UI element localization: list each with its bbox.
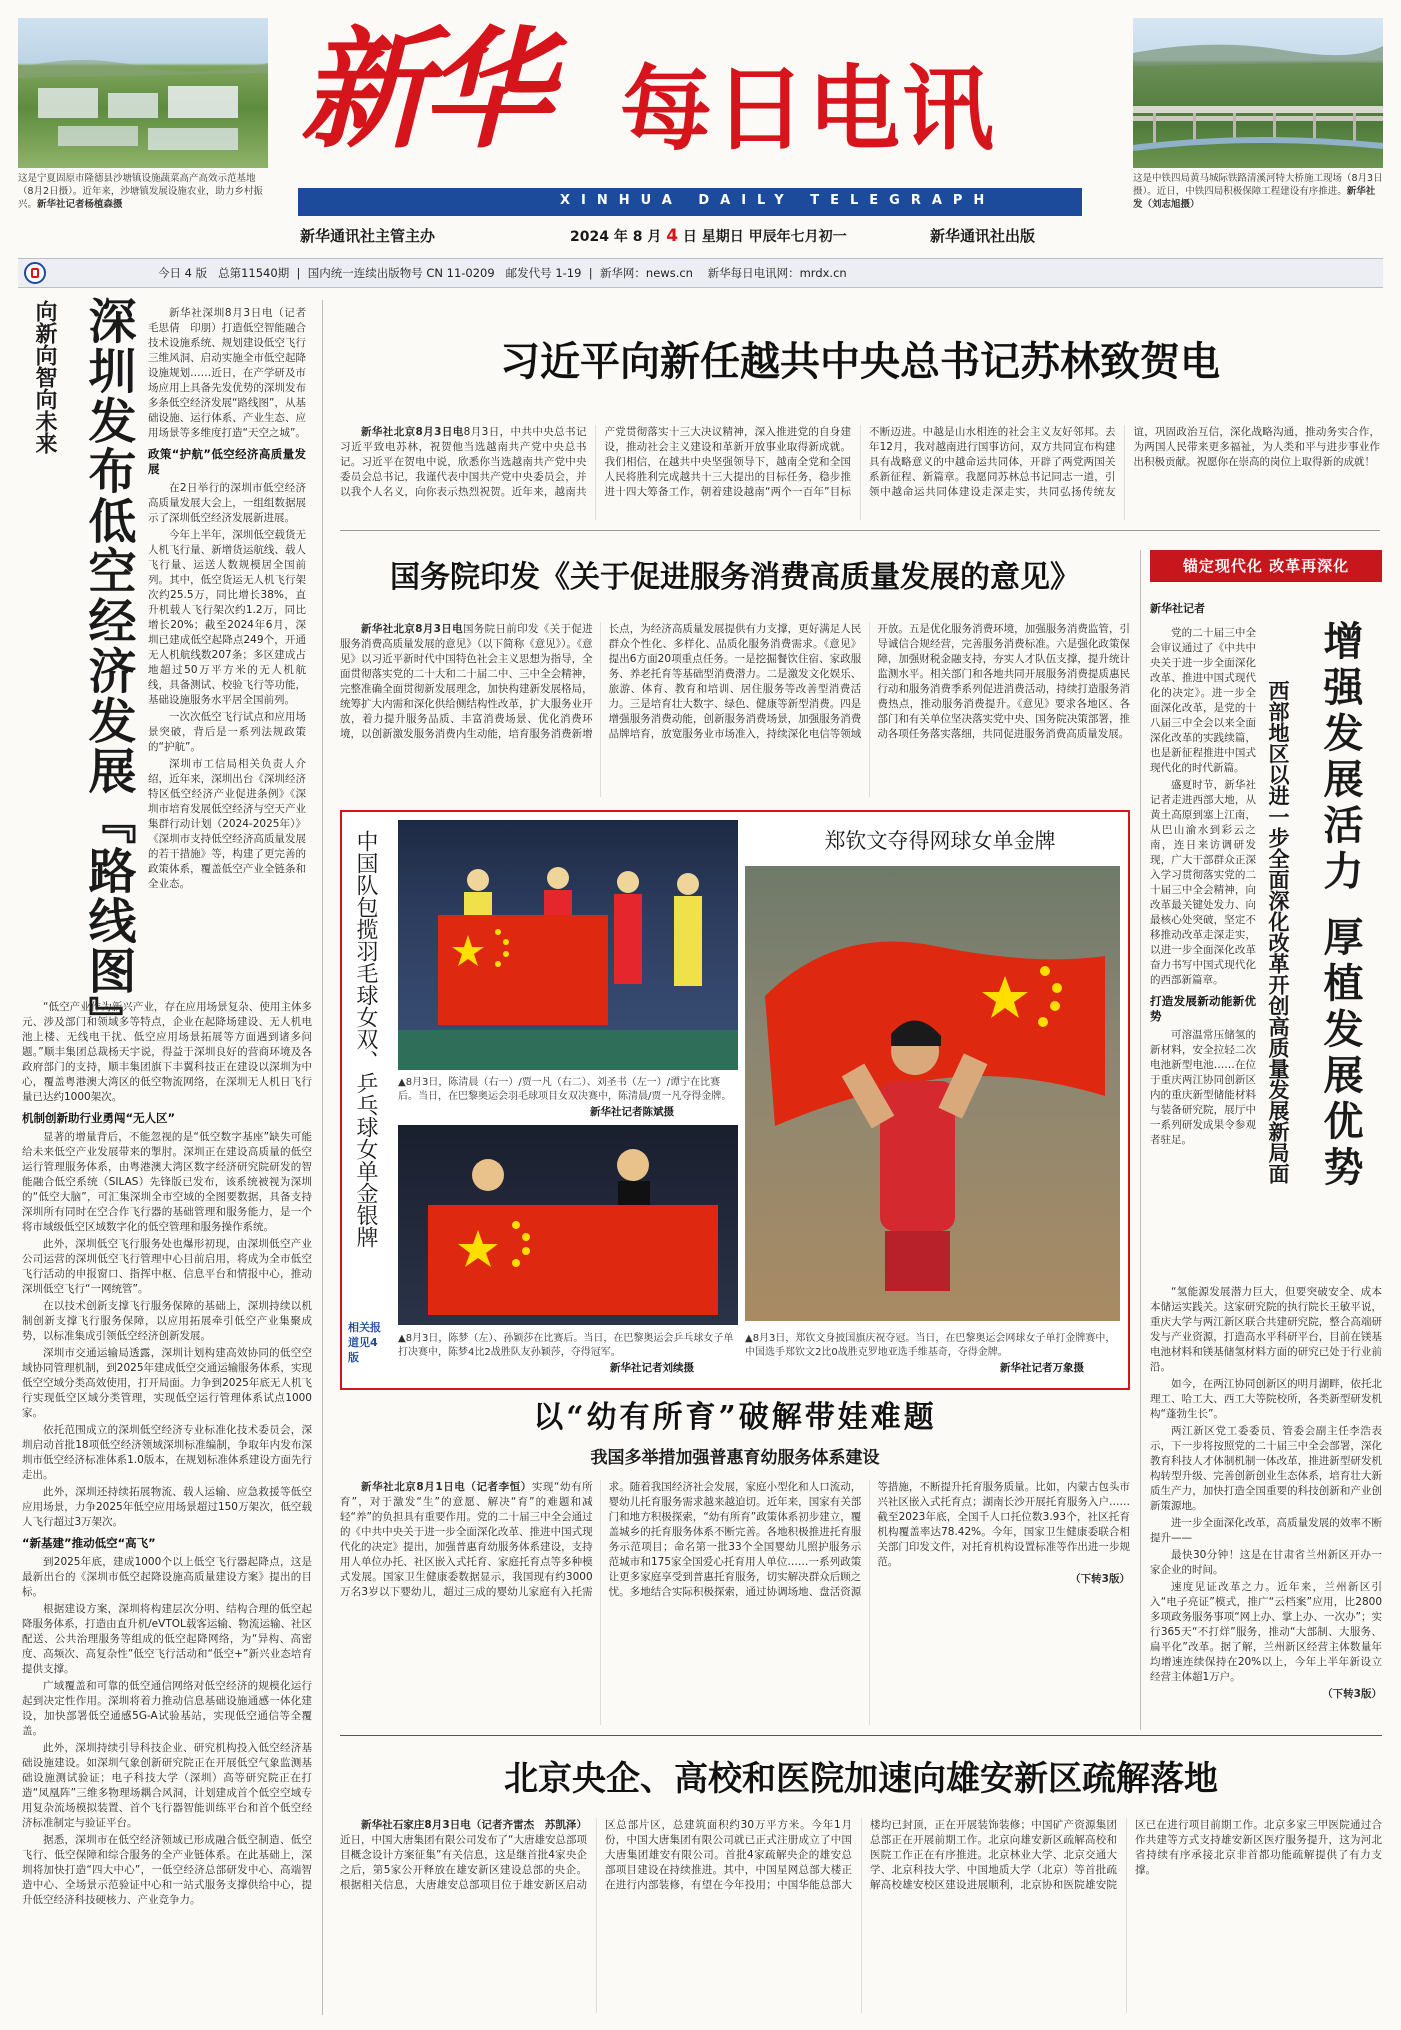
info-bar [18, 258, 1383, 288]
reform-byline: 新华社记者 [1150, 602, 1205, 615]
reform-body-upper: 党的二十届三中全会审议通过了《中共中央关于进一步全面深化改革、推进中国式现代化的决定》。进一步全面深化改革，是党的十八届三中全会以来全面深化改革的实践续篇，也是新征程推进中国式现代化的时代新篇。 盛夏时节，新华社记者走进西部大地，从黄土高原到塞上江南，从巴山渝水到彩云之南，连日来访调研发现，广大干部群众正深入学习贯彻落实党的二十届三中全会精神，向改革最关键处发力、向最核心处突破，坚定不移推动改革走深走实，以进一步全面深化改革奋力书写中国式现代化的西部新篇章。 打造发展新动能新优势 可溶温常压储氢的新材料，安全拉轻二次电池新型电池……在位于重庆两江协同创新区内的重庆新型储能材料与装备研究院，展厅中一系列研发成果令参观者驻足。 [1150, 627, 1256, 1146]
infobar-text: 今日 4 版 总第11540期 | 国内统一连续出版物号 CN 11-0209 邮发代号 1-19 | 新华网：news.cn 新华每日电讯网：mrdx.cn [158, 266, 847, 280]
childcare-body: 新华社北京8月1日电（记者李恒）实现“幼有所育”，对于激发“生”的意愿、解决“育”的难题和减轻“养”的负担具有重要作用。党的二十届三中全会通过的《中共中央关于进一步全面深化改革、推进中国式现代化的决定》提出，加强普惠育幼服务体系建设，支持用人单位办托、社区嵌入式托育、家庭托育点等多种模式发展。国家卫生健康委数据显示，我国现有约3000万名3岁以下婴幼儿，超过三成的婴幼儿家庭有入托需求。随着我国经济社会发展，家庭小型化和人口流动，婴幼儿托育服务需求越来越迫切。近年来，国家有关部门和地方积极探索，“幼有所育”政策体系初步建立，覆盖城乡的托育服务体系不断完善。各地积极推进托育服务示范项目；命名第一批33个全国婴幼儿照护服务示范城市和175家全国爱心托育用人单位……一系列政策让更多家庭享受到普惠托育服务，切实解决群众后顾之忧。多地结合实际积极探索，通过协调场地、盘活资源等措施，不断提升托育服务质量。比如，内蒙古包头市兴社区嵌入式托育点；湖南长沙开展托育服务入户……截至2023年底，全国千人口托位数3.93个，社区托育机构覆盖率达78.42%。今年，国家卫生健康委联合相关部门印发文件，对托育机构设置标准等作出进一步规范。 （下转3版） [340, 1481, 1130, 1598]
left-story-subhead-2: 机制创新助行业勇闯“无人区” [22, 1111, 176, 1125]
left-story-lead: 新华社深圳8月3日电（记者毛思倩 印朋）打造低空智能融合技术设施系统、规划建设低空飞行三维风洞、启动实施全市低空起降设施规划……近日，在产学研及市场应用上具备先发优势的深圳发布多条低空经济发展“路线图”，从基础设施、运行体系、产业生态、应用场景等多维度打造“天空之城”。 政策“护航”低空经济高质量发展 在2日举行的深圳市低空经济高质量发展大会上，一组组数据展示了深圳低空经济发展新进展。 今年上半年，深圳低空载货无人机飞行量、新增货运航线、载人飞行量、运送人数规模居全国前列。其中，低空货运无人机飞行架次约25.5万，同比增长38%，直升机载人飞行架次约1.2万，同比增长20%；截至2024年6月，深圳已建成低空起降点249个，开通无人机航线数207条；多区建成占地超过50万平方米的无人机航线，具备测试、校验飞行等功能，基础设施服务水平居全国前列。 一次次低空飞行试点和应用场景突破，背后是一系列法规政策的“护航”。 深圳市工信局相关负责人介绍，近年来，深圳出台《深圳经济特区低空经济产业促进条例》《深圳市培育发展低空经济与空天产业集群行动计划（2024-2025年）》《深圳市支持低空经济高质量发展的若干措施》等，构建了更完善的政策体系，覆盖低空产业全链条和全业态。 [148, 307, 306, 890]
date-day: 4 [666, 226, 679, 246]
reform-subhead: 打造发展新动能新优势 [1150, 994, 1256, 1023]
xiongan-rule [340, 1735, 1382, 1736]
table-tennis-photo [398, 1125, 738, 1325]
tennis-caption: ▲8月3日，郑钦文身披国旗庆祝夺冠。当日，在巴黎奥运会网球女子单打金牌赛中，中国选手郑钦文2比0战胜克罗地亚选手维基奇，夺得金牌。 [745, 1333, 1116, 1358]
left-column-divider [322, 300, 323, 2015]
farm-photo [18, 18, 268, 168]
childcare-subhead: 我国多举措加强普惠育幼服务体系建设 [590, 1448, 880, 1468]
reform-continue: （下转3版） [1322, 1688, 1382, 1700]
badminton-photo [398, 820, 738, 1070]
issue-date: 2024 年 8 月 4 日 星期日 甲辰年七月初一 [570, 226, 847, 246]
left-story-kicker: 向新向智向未来 [32, 300, 58, 454]
top-story-rule [340, 530, 1380, 531]
left-story-body: “低空产业作为新兴产业，存在应用场景复杂、使用主体多元、涉及部门和领域多等特点，企业在起降场建设、无人机电池上楼、无线电干扰、低空应用场景拓展等方面遇到诸多问题。”顺丰集团总裁杨天宇说，得益于深圳良好的营商环境及各政府部门的支持，顺丰集团旗下丰翼科技正在建设以深圳为中心，覆盖粤港澳大湾区的低空物流网络，在深圳无人机日飞行量已达约1000架次。 机制创新助行业勇闯“无人区” 显著的增量背后，不能忽视的是“低空数字基座”缺失可能给未来低空产业发展带来的掣肘。深圳正在建设高质量的低空运行管理服务体系，由粤港澳大湾区数字经济研究院研发的智能融合低空系统（SILAS）先锋版已发布，该系统被视为深圳的“低空大脑”，可汇集深圳全市空域的全图要数据，具备支持深圳所有同时在空合作飞行器的基础管理和服务能力，是一个将市域级低空区域数字化的低空管理和服务操作系统。 此外，深圳低空飞行服务处也爆形初现，由深圳低空产业公司运营的深圳低空飞行管理中心目前启用，将成为全市低空飞行活动的申报窗口、指挥中枢、信息平台和情报中心，推动深圳低空飞行“一网统管”。 在以技术创新支撑飞行服务保障的基础上，深圳持续以机制创新支撑飞行服务保障，以应用拓展牵引低空产业集聚成势，以标准集成引领低空经济创新发展。 深圳市交通运输局透露，深圳计划构建高效协同的低空空域协同管理机制，到2025年建成低空交通运输服务体系，实现低空空域分类高效使用，打开局面。力争到2025年底无人机飞行实现低空区域分类管理，实现低空运行管理体系试点1000家。 依托范围成立的深圳低空经济专业标准化技术委员会，深圳启动首批18项低空经济领域深圳标准编制，争取年内发布深圳市低空经济标准体系1.0版本，在规划标准体系建设方面先行走出。 此外，深圳还持续拓展物流、载人运输、应急救援等低空应用场景，力争2025年低空应用场景超过150万架次，低空载人飞行超过3万架次。 “新基建”推动低空“高飞” 到2025年底，建成1000个以上低空飞行器起降点，这是最新出台的《深圳市低空起降设施高质量建设方案》提出的目标。 根据建设方案，深圳将构建层次分明、结构合理的低空起降服务体系，打造由直升机/eVTOL载客运输、物流运输、社区配送、公共治理服务等组成的低空起降网络，为“异构、高密度、高频次、高复杂性”低空飞行活动和“低空+”新兴业态培育提供支撑。 广域覆盖和可靠的低空通信网络对低空经济的规模化运行起到决定性作用。深圳将着力推动信息基础设施通感一体化建设，加快部署低空通感5G-A试验基站，实现低空通信等全覆盖。 此外，深圳持续引导科技企业、研究机构投入低空经济基础设施建设。如深圳气象创新研究院正在开展低空气象监测基础设施测试验证；电子科技大学（深圳）高等研究院正在打造“凤凰阵”三维多物理场耦合风洞，计划建成首个低空空域专用复杂流场模拟装置、首个飞行器智能训练平台和首个低空经济标准制定与验证平台。 据悉，深圳市在低空经济领域已形成融合低空制造、低空飞行、低空保障和综合服务的全产业链体系。在此基础上，深圳将加快打造“四大中心”，一低空经济总部研发中心、高端智造中心、全场景示范验证中心和一站式服务支撑供给中心，提升低空经济科技硬核力、产业竞争力。 [22, 1001, 312, 1906]
tennis-photo [745, 866, 1120, 1321]
state-council-body: 新华社北京8月3日电国务院日前印发《关于促进服务消费高质量发展的意见》（以下简称《意见》）。《意见》以习近平新时代中国特色社会主义思想为指导，全面贯彻落实党的二十大和二十届二中、三中全会精神，完整准确全面贯彻新发展理念，加快构建新发展格局，统筹扩大内需和深化供给侧结构性改革，扩大服务业开放，着力提升服务品质、丰富消费场景、优化消费环境，以创新激发服务消费内生动能，培育服务消费新增长点，为经济高质量发展提供有力支撑，更好满足人民群众个性化、多样化、品质化服务消费需求。《意见》提出6方面20项重点任务。一是挖掘餐饮住宿、家政服务、养老托育等基础型消费潜力。二是激发文化娱乐、旅游、体育、教育和培训、居住服务等改善型消费活力。三是培育壮大数字、绿色、健康等新型消费。四是增强服务消费动能，创新服务消费场景，加强服务消费品牌培育，放宽服务业市场准入，持续深化电信等领域开放。五是优化服务消费环境，加强服务消费监管，引导诚信合规经营，完善服务消费标准。六是强化政策保障，加强财税金融支持，夯实人才队伍支撑，提升统计监测水平。相关部门和各地共同开展服务消费提质惠民行动和服务消费季系列促进消费活动，持续打造服务消费热点，推动服务消费提升。《意见》要求各地区、各部门和有关单位坚决落实党中央、国务院决策部署，推动各项任务落实落细，共同促进服务消费高质量发展。 [340, 623, 1130, 740]
sponsor-text: 新华通讯社主管主办 [300, 227, 436, 245]
left-story-title: 深圳发布低空经济发展『路线图』 [80, 296, 136, 1046]
farm-photo-caption: 这是宁夏固原市隆德县沙塘镇设施蔬菜高产高效示范基地（8月2日摄）。近年来，沙塘镇发展设施农业，助力乡村振兴。新华社记者杨植森摄 [18, 173, 263, 210]
childcare-continue: （下转3版） [1070, 1573, 1130, 1585]
xinhua-emblem-icon [24, 262, 46, 284]
reform-title: 增强发展活力 厚植发展优势 [1317, 620, 1364, 1192]
reform-column-divider [1140, 550, 1141, 1730]
tennis-credit: 新华社记者万象摄 [1000, 1362, 1084, 1374]
badminton-caption: ▲8月3日，陈清晨（右一）/贾一凡（右二）、刘圣书（左一）/谭宁在比赛后。当日，在巴黎奥运会羽毛球项目女双决赛中，陈清晨/贾一凡夺得金牌。 [398, 1077, 732, 1102]
xiongan-headline: 北京央企、高校和医院加速向雄安新区疏解落地 [504, 1759, 1218, 1799]
childcare-headline: 以“幼有所育”破解带娃难题 [533, 1400, 937, 1435]
top-story-headline: 习近平向新任越共中央总书记苏林致贺电 [500, 338, 1220, 385]
badminton-credit: 新华社记者陈斌摄 [590, 1106, 674, 1118]
masthead-english-subtitle: XINHUA DAILY TELEGRAPH [560, 193, 996, 208]
xiongan-body: 新华社石家庄8月3日电（记者齐雷杰 苏凯泽）近日，中国大唐集团有限公司发布了“大唐雄安总部项目概念设计方案征集”有关信息，这是继首批4家央企之后，第5家公开释放在雄安新区建设总部的央企。根据相关信息，大唐雄安总部项目位于雄安新区启动区总部片区，总建筑面积约30万平方米。今年1月份，中国大唐集团有限公司就已正式注册成立了中国大唐集团雄安有限公司。首批4家疏解央企的雄安总部项目建设在持续推进。其中，中国星网总部大楼正在进行内部装修，有望在今年投用；中国华能总部大楼均已封顶，正在开展装饰装修；中国矿产资源集团总部正在开展前期工作。北京向雄安新区疏解高校和医院工作正在有序推进。北京林业大学、北京交通大学、北京科技大学、中国地质大学（北京）等首批疏解高校雄安校区建设进展顺利，北京协和医院雄安院区已在进行项目前期工作。北京多家三甲医院通过合作共建等方式支持雄安新区医疗服务提升，这为河北省持续有序承接北京非首都功能疏解提供了有力支撑。 [340, 1819, 1382, 1891]
bridge-photo-caption: 这是中铁四局黄马城际铁路清溪河特大桥施工现场（8月3日摄）。近日，中铁四局积极保障工程建设有序推进。新华社发（刘志旭摄） [1133, 173, 1383, 210]
newspaper-title: 每日电讯 [620, 56, 997, 163]
bridge-photo [1133, 18, 1383, 168]
reform-body-lower: “氢能源发展潜力巨大，但要突破安全、成本本储运实践关。这家研究院的执行院长王敏平说，重庆大学与两江新区联合共建研究院，整合高端研发与产业资源，打造高水平科研平台，目前在镁基电池材料和镁基储氢材料方面的研究已处于行业前沿。 如今，在两江协同创新区的明月湖畔，依托北理工、哈工大、西工大等院校所，各类新型研发机构“蓬勃生长”。 两江新区党工委委员、管委会副主任李浩表示，下一步将按照党的二十届三中全会部署，深化教育科技人才体制机制一体改革，推进新型研发机构转型升级、完善创新创业生态体系，培育壮大新质生产力，加快打造全国重要的科技创新和产业创新策源地。 进一步全面深化改革，高质量发展的效率不断提升—— 最快30分钟！这是在甘肃省兰州新区开办一家企业的时间。 速度见证改革之力。近年来，兰州新区引入“电子亮证”模式，推广“云档案”应用，比2800多项政务服务事项“网上办、掌上办、一次办”；实行365天“不打烊”服务，推动“大部制、大服务、扁平化”改革。据了解，兰州新区经营主体数量年均增速连续保持在20%以上，今年上半年新设立经营主体超1万户。 （下转3版） [1150, 1286, 1382, 1700]
tennis-title: 郑钦文夺得网球女单金牌 [824, 829, 1056, 853]
state-council-headline: 国务院印发《关于促进服务消费高质量发展的意见》 [390, 560, 1080, 595]
top-story-body: 新华社北京8月3日电8月3日，中共中央总书记习近平致电苏林，祝贺他当选越南共产党中央总书记。习近平在贺电中说，欣悉你当选越南共产党中央委员会总书记，我谨代表中国共产党中央委员会，并以我个人名义，向你表示热烈祝贺。近年来，越南共产党贯彻落实十三大决议精神，深入推进党的自身建设，推动社会主义建设和革新开放事业取得新成就。我们相信，在越共中央坚强领导下，越南全党和全国人民将胜利完成越共十三大提出的目标任务，稳步推进十四大筹备工作，朝着建设越南“两个一百年”目标不断迈进。中越是山水相连的社会主义友好邻邦。去年12月，我对越南进行国事访问，双方共同宣布构建具有战略意义的中越命运共同体，开辟了两党两国关系新征程、新篇章。我愿同苏林总书记同志一道，引领中越命运共同体建设走深走实，共同弘扬传统友谊，巩固政治互信，深化战略沟通，推动务实合作，为两国人民带来更多福祉，为人类和平与进步事业作出积极贡献。祝愿你在崇高的岗位上取得新的成就！ [340, 426, 1380, 498]
publisher-text: 新华通讯社出版 [930, 227, 1036, 245]
reform-series-badge: 锚定现代化 改革再深化 [1150, 550, 1382, 582]
reform-subtitle: 西部地区以进一步全面深化改革开创高质量发展新局面 [1266, 680, 1291, 1184]
china-medals-title: 中国队包揽羽毛球女双、乒乓球女单金银牌 [353, 830, 378, 1248]
xinhua-calligraphy-logo: 新华 [300, 13, 545, 166]
left-story-subhead-3: “新基建”推动低空“高飞” [22, 1536, 156, 1550]
table-tennis-credit: 新华社记者刘续摄 [610, 1362, 694, 1374]
left-story-subhead-1: 政策“护航”低空经济高质量发展 [148, 447, 306, 476]
masthead [0, 0, 1401, 260]
related-report-label: 相关报道见4版 [348, 1321, 381, 1364]
table-tennis-caption: ▲8月3日，陈梦（左）、孙颖莎在比赛后。当日，在巴黎奥运会乒乓球女子单打决赛中，陈梦4比2战胜队友孙颖莎，夺得冠军。 [398, 1333, 734, 1358]
